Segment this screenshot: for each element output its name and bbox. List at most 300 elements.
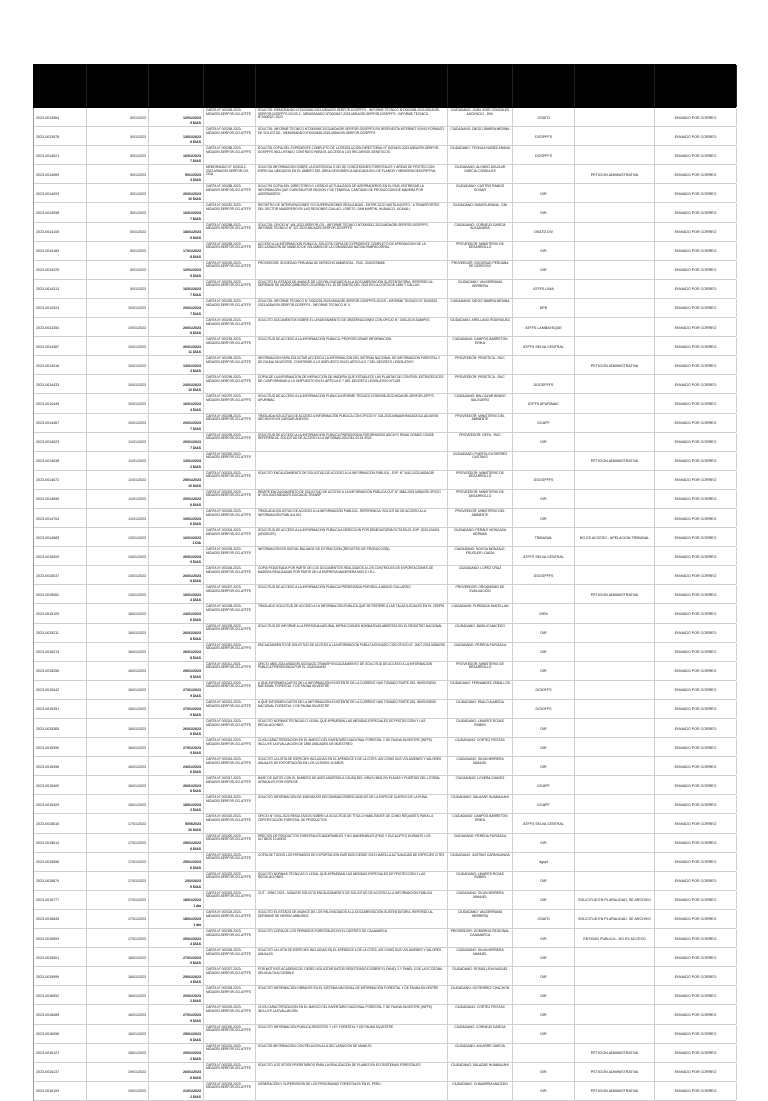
expediente-text: 2023-0016052 <box>36 993 60 998</box>
expediente-text: 2023-0015615 <box>36 822 60 827</box>
cell-area <box>513 261 575 279</box>
documento-text: CARTA N° 000333-2023-MIDAGRI-SERFOR-GG-ATFFS <box>206 1081 251 1090</box>
cell-respuesta <box>149 280 204 298</box>
cell-resultado <box>655 700 737 718</box>
cell-solicitante <box>448 146 513 164</box>
resultado-text: ENVIADO POR CORREO <box>674 554 717 559</box>
resultado-text: ENVIADO POR CORREO <box>674 860 717 865</box>
respuesta-text: 16/01/2023 <box>183 592 201 597</box>
cell-asunto <box>256 814 448 832</box>
cell-respuesta <box>149 261 204 279</box>
cell-observacion <box>575 566 655 584</box>
cell-observacion <box>575 280 655 298</box>
cell-asunto <box>256 1063 448 1081</box>
cell-area <box>513 929 575 947</box>
cell-resultado <box>655 1082 737 1100</box>
cell-expediente <box>34 1063 87 1081</box>
cell-solicitante <box>448 547 513 565</box>
cell-solicitante <box>448 853 513 871</box>
cell-fecha <box>87 471 149 489</box>
cell-fecha <box>87 566 149 584</box>
asunto-text: SOLICITO COPIA DE LOS PERMISOS FORESTALES EN EL DISTRITO DE CAJAMARCA <box>258 929 388 934</box>
cell-respuesta <box>149 624 204 642</box>
fecha-text: 13/01/2023 <box>128 573 146 578</box>
respuesta-text: 18/01/2023 <box>183 898 201 903</box>
plazo-text: 7 DIAS <box>190 216 201 221</box>
cell-resultado <box>655 891 737 909</box>
cell-solicitante <box>448 280 513 298</box>
respuesta-text: 9/01/2023 <box>185 172 201 177</box>
table-body <box>33 108 736 1101</box>
table-row <box>34 662 736 681</box>
area-text: ATFFS LIMA <box>533 287 554 292</box>
cell-expediente <box>34 242 87 260</box>
solicitante-text: CIUDADANO: LOPEZ CRUZ <box>458 566 502 571</box>
expediente-text: 2023-0015893 <box>36 936 60 941</box>
cell-solicitante <box>448 738 513 756</box>
cell-fecha <box>87 452 149 470</box>
cell-fecha <box>87 738 149 756</box>
cell-expediente <box>34 604 87 622</box>
respuesta-text: 20/01/2023 <box>183 325 201 330</box>
plazo-text: 8 DIAS <box>190 732 201 737</box>
respuesta-text: 20/01/2023 <box>183 191 201 196</box>
cell-asunto <box>256 280 448 298</box>
cell-solicitante <box>448 814 513 832</box>
plazo-text: 7 DIAS <box>190 159 201 164</box>
area-text: DIR <box>540 764 547 769</box>
cell-asunto <box>256 872 448 890</box>
cell-observacion <box>575 872 655 890</box>
solicitante-text: CIUDADANO: DIEGO IBARRA MEDINA <box>450 127 510 132</box>
resultado-text: ENVIADO POR CORREO <box>674 230 717 235</box>
observacion-text: ENTIDAD PUBLICA - NO ES ACCESO <box>583 936 646 941</box>
solicitante-text: PROVEEDOR: MINISTERIO DE DESARROLLO <box>456 661 504 670</box>
cell-documento <box>204 834 256 852</box>
fecha-text: 11/01/2023 <box>128 440 146 445</box>
cell-fecha <box>87 242 149 260</box>
cell-respuesta <box>149 490 204 508</box>
cell-asunto <box>256 1025 448 1043</box>
cell-respuesta <box>149 814 204 832</box>
fecha-text: 16/01/2023 <box>128 745 146 750</box>
documento-text: CARTA N° 000302-2023-MIDAGRI-SERFOR-GG-ATFFS <box>206 489 251 498</box>
cell-resultado <box>655 108 737 126</box>
expediente-text: 2023-0015674 <box>36 879 60 884</box>
table-row <box>34 528 736 547</box>
table-row <box>34 433 736 452</box>
header-cell-doc <box>204 65 256 107</box>
cell-area <box>513 604 575 622</box>
cell-observacion <box>575 681 655 699</box>
expediente-text: 2023-0016096 <box>36 1032 60 1037</box>
asunto-text: OFICIO 4805-2024-MIDAGRI-SG/OACID-TRANSP ENCAUZAMIENTO DE SOLICITUD DE ACCESO A LA INFORMACIÓN PÚBLICA PRESENTADA POR EL CIUDADANO <box>258 661 433 670</box>
cell-respuesta <box>149 547 204 565</box>
resultado-text: ENVIADO POR CORREO <box>674 898 717 903</box>
observacion-text: SOLICITUD EN PLURALIDAD, SE ARCHIVO <box>578 917 651 922</box>
cell-observacion <box>575 1063 655 1081</box>
cell-asunto <box>256 585 448 603</box>
fecha-text: 5/01/2023 <box>130 268 146 273</box>
cell-solicitante <box>448 834 513 852</box>
cell-fecha <box>87 853 149 871</box>
area-text: OSATD <box>537 917 550 922</box>
asunto-text: SOLICITA INFORMACIÓN CON RELACIÓN A LA DECLARACIÓN DE MANEJO <box>258 1043 372 1048</box>
table-row <box>34 471 736 490</box>
area-text: TRIBUNAL <box>534 535 553 540</box>
fecha-text: 17/01/2023 <box>128 898 146 903</box>
cell-fecha <box>87 929 149 947</box>
documento-text: CARTA N° 000308-2023-MIDAGRI-SERFOR-GG-ATFFS <box>206 604 251 613</box>
table-row <box>34 814 736 833</box>
cell-respuesta <box>149 585 204 603</box>
cell-respuesta <box>149 604 204 622</box>
cell-documento <box>204 356 256 374</box>
respuesta-text: 16/01/2023 <box>183 153 201 158</box>
solicitante-text: CIUDADANO: VALDERRAMA HERRERA <box>457 909 503 918</box>
solicitante-text: CIUDADANO: PURIZAGA SANTILLAN <box>451 604 509 609</box>
cell-expediente <box>34 1044 87 1062</box>
cell-documento <box>204 700 256 718</box>
cell-documento <box>204 719 256 737</box>
documento-text: CARTA N° 000307-2023-MIDAGRI-SERFOR-GG-ATFFS <box>206 585 251 593</box>
area-text: DIR <box>540 898 547 903</box>
plazo-text: 1 dia <box>193 923 201 928</box>
expediente-text: 2023-0015614 <box>36 841 60 846</box>
resultado-text: ENVIADO POR CORREO <box>674 573 717 578</box>
expediente-text: 2023-0015390 <box>36 745 60 750</box>
cell-expediente <box>34 394 87 412</box>
resultado-text: ENVIADO POR CORREO <box>674 879 717 884</box>
cell-resultado <box>655 757 737 775</box>
respuesta-text: 20/01/2023 <box>183 440 201 445</box>
cell-respuesta <box>149 1005 204 1023</box>
cell-observacion <box>575 757 655 775</box>
cell-asunto <box>256 184 448 202</box>
respuesta-text: 26/01/2023 <box>183 650 201 655</box>
cell-area <box>513 414 575 432</box>
cell-documento <box>204 280 256 298</box>
solicitante-text: PROVEEDOR: PROETICA - RUC <box>455 375 505 380</box>
documento-text: CARTA N° 000295-2023-MIDAGRI-SERFOR-GG-ATFFS <box>206 356 251 364</box>
fecha-text: 16/01/2023 <box>128 631 146 636</box>
header-cell-note <box>575 65 655 107</box>
cell-fecha <box>87 356 149 374</box>
cell-expediente <box>34 1005 87 1023</box>
fecha-text: 5/01/2023 <box>130 191 146 196</box>
cell-fecha <box>87 547 149 565</box>
cell-fecha <box>87 165 149 183</box>
respuesta-text: 20/01/2023 <box>183 993 201 998</box>
documento-text: CARTA N° 000329-2023-MIDAGRI-SERFOR-GG-ATFFS <box>206 1005 251 1013</box>
plazo-text: 11 DIAS <box>188 350 201 355</box>
cell-asunto <box>256 681 448 699</box>
cell-resultado <box>655 242 737 260</box>
cell-area <box>513 299 575 317</box>
solicitante-text: PROVEEDOR: MINISTERIO DE DESARROLLO <box>456 470 504 479</box>
cell-observacion <box>575 528 655 546</box>
solicitante-text: CIUDADANO: CHAVARRIA MACEDO <box>452 1081 508 1086</box>
solicitante-text: CIUDADANO: TEONILA NUÑEZ ARANA <box>450 146 510 151</box>
respuesta-text: 20/01/2023 <box>183 936 201 941</box>
cell-area <box>513 528 575 546</box>
documento-text: CARTA N° 000321-2023-MIDAGRI-SERFOR-GG-ATFFS <box>206 852 251 861</box>
cell-resultado <box>655 1005 737 1023</box>
cell-observacion <box>575 146 655 164</box>
cell-fecha <box>87 127 149 145</box>
expediente-text: 2023-0015342 <box>36 688 60 693</box>
cell-fecha <box>87 375 149 393</box>
table-row <box>34 375 736 394</box>
expediente-text: 2023-0014098 <box>36 211 60 216</box>
cell-resultado <box>655 414 737 432</box>
resultado-text: ENVIADO POR CORREO <box>674 306 717 311</box>
cell-observacion <box>575 203 655 221</box>
cell-expediente <box>34 776 87 794</box>
cell-expediente <box>34 814 87 832</box>
cell-observacion <box>575 891 655 909</box>
documento-text: CARTA N° 000328-2023-MIDAGRI-SERFOR-GG-ATFFS <box>206 986 251 994</box>
cell-fecha <box>87 814 149 832</box>
table-row <box>34 643 736 662</box>
cell-area <box>513 566 575 584</box>
cell-solicitante <box>448 967 513 985</box>
cell-documento <box>204 1025 256 1043</box>
cell-observacion <box>575 490 655 508</box>
cell-fecha <box>87 337 149 355</box>
expediente-text: 2023-0015429 <box>36 802 60 807</box>
resultado-text: ENVIADO POR CORREO <box>674 115 717 120</box>
asunto-text: ACCESO A LA INFORMACION PÚBLICA: SOLICITA COPIA DE EXPEDIENTE COMPLETO DE APROBACION DE LA DECLARACIÓN DE MANEJO DE VOLUMEN DE LA COMUNIDAD NATIVA PAMPACORRAL <box>258 241 426 250</box>
table-row <box>34 1082 736 1101</box>
solicitante-text: PROVEEDOR: MINISTERIO DE DESARROLLO <box>456 489 504 498</box>
cell-area <box>513 394 575 412</box>
plazo-text: 10 DIAS <box>188 388 201 393</box>
table-row <box>34 834 736 853</box>
expediente-text: 2023-0016137 <box>36 1070 60 1075</box>
resultado-text: ENVIADO POR CORREO <box>674 611 717 616</box>
cell-resultado <box>655 834 737 852</box>
respuesta-text: 24/01/2023 <box>183 382 201 387</box>
cell-respuesta <box>149 738 204 756</box>
area-text: DGIOFFS <box>535 707 552 712</box>
cell-resultado <box>655 795 737 813</box>
cell-resultado <box>655 146 737 164</box>
expediente-text: 2023-0014225 <box>36 268 60 273</box>
cell-observacion <box>575 375 655 393</box>
cell-documento <box>204 165 256 183</box>
area-text: DGGSPFFS <box>533 382 554 387</box>
cell-solicitante <box>448 299 513 317</box>
spreadsheet <box>33 64 736 1101</box>
table-row <box>34 394 736 413</box>
cell-documento <box>204 414 256 432</box>
expediente-text: 2023-0014445 <box>36 401 60 406</box>
cell-resultado <box>655 337 737 355</box>
area-text: DIR <box>540 726 547 731</box>
cell-documento <box>204 184 256 202</box>
fecha-text: 16/01/2023 <box>128 726 146 731</box>
table-row <box>34 891 736 910</box>
expediente-text: 2023-0014105 <box>36 230 60 235</box>
table-row <box>34 547 736 566</box>
solicitante-text: CIUDADANO: CORTEZ FIESTAS <box>455 738 505 743</box>
cell-solicitante <box>448 127 513 145</box>
solicitante-text: CIUDADANO: ROSAS LEVA MIGUEL <box>452 967 508 972</box>
cell-expediente <box>34 356 87 374</box>
cell-fecha <box>87 1082 149 1100</box>
cell-asunto <box>256 452 448 470</box>
cell-asunto <box>256 203 448 221</box>
asunto-text: REGISTRO DE INTERVENCIONES Y/O SUPERVISIONES REALIZADAS - ENTRE 2022 HASTA AGOSTO - A TRANSPORTES DEL SECTOR MADERERO EN LAS REGIONES CALLAO, LORETO, SAN MARTIN, HUÁNUCO, UCAYALI <box>258 203 440 212</box>
table-row <box>34 1005 736 1024</box>
table-row <box>34 681 736 700</box>
cell-area <box>513 1005 575 1023</box>
cell-resultado <box>655 585 737 603</box>
expediente-text: 2023-0014093 <box>36 191 60 196</box>
cell-asunto <box>256 1005 448 1023</box>
fecha-text: 18/01/2023 <box>128 1032 146 1037</box>
table-row <box>34 146 736 165</box>
respuesta-text: 25/01/2023 <box>183 860 201 865</box>
respuesta-text: 27/01/2023 <box>183 955 201 960</box>
solicitante-text: CIUDADANO: SALAZAR HUAMALIAHI <box>451 795 509 800</box>
cell-asunto <box>256 929 448 947</box>
plazo-text: 10 DIAS <box>188 197 201 202</box>
documento-text: CARTA N° 000294-2023-MIDAGRI-SERFOR-GG-ATFFS <box>206 337 251 345</box>
table-row <box>34 299 736 318</box>
fecha-text: 5/01/2023 <box>130 172 146 177</box>
cell-observacion <box>575 414 655 432</box>
respuesta-text: 17/01/2023 <box>183 249 201 254</box>
plazo-text: 2 DIAS <box>190 808 201 813</box>
cell-expediente <box>34 108 87 126</box>
plazo-text: 10 DIAS <box>188 483 201 488</box>
cell-solicitante <box>448 452 513 470</box>
area-text: DIR <box>540 1070 547 1075</box>
cell-asunto <box>256 318 448 336</box>
cell-asunto <box>256 662 448 680</box>
fecha-text: 16/01/2023 <box>128 611 146 616</box>
asunto-text: SOLICITO LA LISTA DE ESPECIES INCLUIDAS EN EL APÉNDICE II DE LA CITES, ASÍ COMO SUS VOLÚMENES Y VALORES ANUALES <box>258 948 442 956</box>
solicitante-text: CIUDADANO: SALAZAR HUAMALIAHI <box>451 1062 509 1067</box>
cell-respuesta <box>149 223 204 241</box>
asunto-text: COPIA DE LA INFORMACION DE INFRACCIÓN DE MADERA QUE ESTABLECE LAS PLANTAS DE CONTROL ESTRATÉGICOS DE CONFORMIDAD A LO DISPUESTO EN EL ARTÍCULO 7 DEL DECRETO LEGISLATIVO N°1319 <box>258 375 444 383</box>
area-text: ATFFS SELVA CENTRAL <box>523 344 564 349</box>
table-row <box>34 604 736 623</box>
documento-text: CARTA N° 000309-2023-MIDAGRI-SERFOR-GG-ATFFS <box>206 623 251 632</box>
asunto-text: SOLICITO INFORMACIÓN OBRANTE EN EL SISTEMA NACIONAL DE INFORMACIÓN FORESTAL Y DE FAUNA SILVESTRE <box>258 986 439 991</box>
respuesta-text: 26/01/2023 <box>183 554 201 559</box>
cell-area <box>513 662 575 680</box>
cell-documento <box>204 929 256 947</box>
cell-fecha <box>87 280 149 298</box>
resultado-text: ENVIADO POR CORREO <box>674 382 717 387</box>
fecha-text: 16/01/2023 <box>128 707 146 712</box>
cell-area <box>513 910 575 928</box>
area-text: DIR <box>540 191 547 196</box>
respuesta-text: 24/01/2023 <box>183 764 201 769</box>
cell-documento <box>204 547 256 565</box>
table-row <box>34 853 736 872</box>
cell-expediente <box>34 280 87 298</box>
cell-documento <box>204 872 256 890</box>
area-text: DGAPF <box>537 783 550 788</box>
solicitante-text: CIUDADANO: ALONSO AGUILAR GARCIA CONSULES <box>454 165 506 173</box>
respuesta-text: 27/01/2023 <box>183 1012 201 1017</box>
cell-fecha <box>87 1044 149 1062</box>
cell-expediente <box>34 223 87 241</box>
table-row <box>34 719 736 738</box>
area-text: DIR <box>540 1032 547 1037</box>
cell-respuesta <box>149 681 204 699</box>
respuesta-text: 16/01/2023 <box>183 211 201 216</box>
fecha-text: 16/01/2023 <box>128 783 146 788</box>
cell-observacion <box>575 547 655 565</box>
cell-fecha <box>87 948 149 966</box>
documento-text: CARTA N° 000320-2023-MIDAGRI-SERFOR-GG-ATFFS <box>206 833 251 842</box>
expediente-text: 2023-0016089 <box>36 1012 60 1017</box>
documento-text: CARTA N° 000310-2023-MIDAGRI-SERFOR-GG-ATFFS <box>206 642 251 651</box>
respuesta-text: 18/01/2023 <box>183 230 201 235</box>
cell-respuesta <box>149 318 204 336</box>
cell-observacion <box>575 108 655 126</box>
cell-respuesta <box>149 356 204 374</box>
cell-area <box>513 757 575 775</box>
cell-asunto <box>256 1044 448 1062</box>
documento-text: CARTA N° 000303-2023-MIDAGRI-SERFOR-GG-ATFFS <box>206 508 251 517</box>
cell-asunto <box>256 146 448 164</box>
cell-asunto <box>256 795 448 813</box>
cell-expediente <box>34 165 87 183</box>
expediente-text: 2023-0015365 <box>36 726 60 731</box>
cell-asunto <box>256 528 448 546</box>
resultado-text: ENVIADO POR CORREO <box>674 631 717 636</box>
solicitante-text: CIUDADANO: LOVERA CHAVEZ <box>455 776 505 781</box>
resultado-text: ENVIADO POR CORREO <box>674 669 717 674</box>
cell-observacion <box>575 433 655 451</box>
cell-resultado <box>655 910 737 928</box>
plazo-text: 8 DIAS <box>190 254 201 259</box>
cell-respuesta <box>149 242 204 260</box>
cell-asunto <box>256 127 448 145</box>
cell-fecha <box>87 757 149 775</box>
expediente-text: 2023-0015037 <box>36 573 60 578</box>
cell-resultado <box>655 490 737 508</box>
cell-resultado <box>655 1025 737 1043</box>
cell-documento <box>204 1005 256 1023</box>
cell-asunto <box>256 853 448 871</box>
cell-solicitante <box>448 394 513 412</box>
header-cell-subject <box>256 65 448 107</box>
cell-documento <box>204 509 256 527</box>
respuesta-text: 26/01/2023 <box>183 1070 201 1075</box>
cell-resultado <box>655 509 737 527</box>
respuesta-text: 25/01/2023 <box>183 1032 201 1037</box>
cell-expediente <box>34 299 87 317</box>
table-row <box>34 948 736 967</box>
cell-documento <box>204 1082 256 1100</box>
fecha-text: 17/01/2023 <box>128 860 146 865</box>
cell-area <box>513 146 575 164</box>
area-text: DIR <box>540 268 547 273</box>
documento-text: CARTA N° 000327-2023-MIDAGRI-SERFOR-GG-ATFFS <box>206 967 251 975</box>
cell-expediente <box>34 585 87 603</box>
fecha-text: 5/01/2023 <box>130 211 146 216</box>
cell-area <box>513 700 575 718</box>
cell-expediente <box>34 433 87 451</box>
cell-solicitante <box>448 1025 513 1043</box>
